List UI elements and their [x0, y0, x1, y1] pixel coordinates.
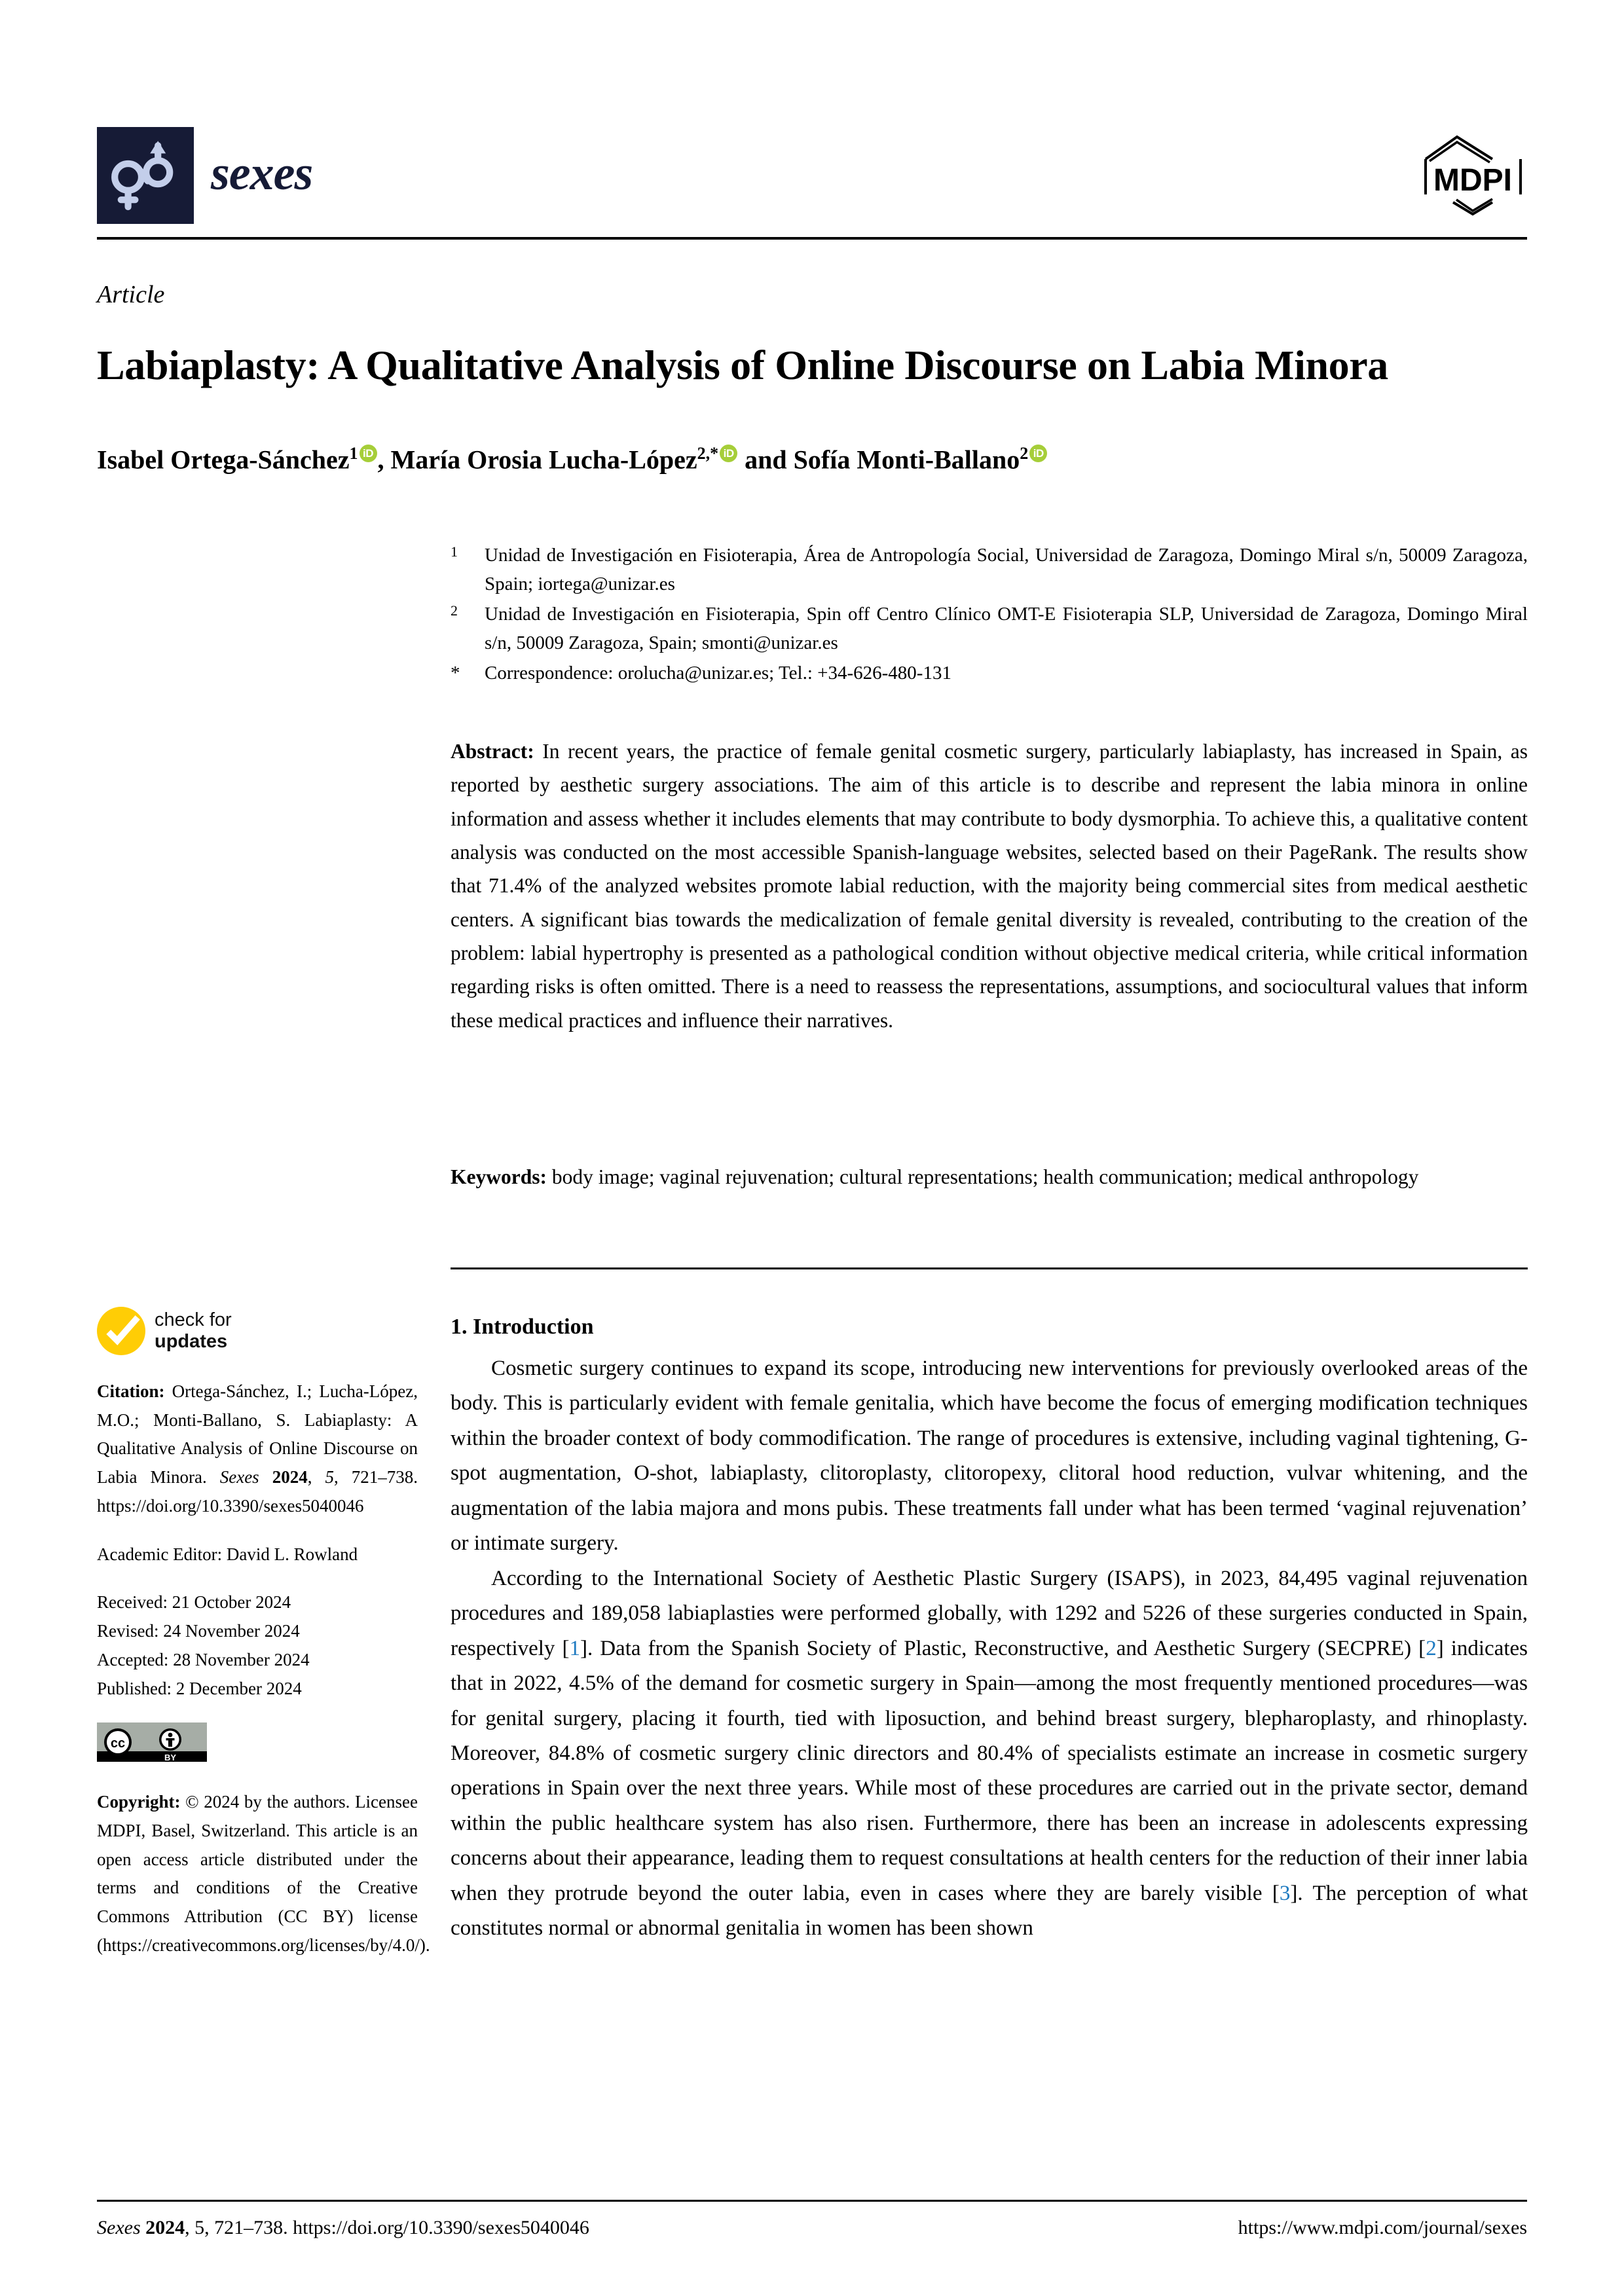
footer-divider [97, 2200, 1527, 2202]
affiliation-text: Unidad de Investigación en Fisioterapia, Spin off Centro Clínico OMT-E Fisioterapia SLP, Universidad de Zaragoza, Domingo Miral s/n, 50009 Zaragoza, Spain; smonti@unizar.es [485, 604, 1528, 654]
orcid-icon-1[interactable] [360, 445, 377, 462]
copyright-label: Copyright: [97, 1792, 181, 1812]
affiliations-block [451, 541, 1528, 689]
footer-rest: , 5, 721–738. https://doi.org/10.3390/sexes5040046 [185, 2217, 589, 2238]
page-footer [97, 2217, 1527, 2239]
orcid-icon-3[interactable] [1029, 445, 1047, 462]
author-conjunction [738, 445, 745, 474]
check-for-updates-badge[interactable] [97, 1307, 418, 1355]
citation-link-1[interactable]: 1 [569, 1636, 580, 1660]
affiliation-marker-text: * [451, 663, 460, 684]
arrow-head-icon [150, 141, 166, 153]
paragraph-2-part-c: ] indicates that in 2022, 4.5% of the demand for cosmetic surgery in Spain—among the most frequently mentioned procedures—was for genital surgery, placing it fourth, tied with liposuction, and behind breast surgery, blepharoplasty, and rhinoplasty. Moreover, 84.8% of cosmetic surgery clinic directors and 80.4% of specialists estimate an increase in cosmetic surgery operations in Spain over the next three years. While most of these procedures are carried out in the private sector, demand within the public healthcare system has also risen. Furthermore, there has been an increase in adolescents expressing concerns about their appearance, leading them to request consultations at health centers for the reduction of their inner labia when they protrude beyond the outer labia, even in cases where they are barely visible [ [451, 1636, 1528, 1905]
check-updates-line1: check for [155, 1309, 232, 1330]
author-name-2: María Orosia Lucha-López [390, 445, 697, 475]
citation-block [97, 1377, 418, 1521]
publication-dates [97, 1588, 418, 1703]
footer-url[interactable]: https://www.mdpi.com/journal/sexes [1238, 2217, 1527, 2238]
author-sup-3: 2 [1020, 444, 1029, 463]
paragraph-2-part-a: According to the International Society of Aesthetic Plastic Surgery (ISAPS), in 2023, 84,495 vaginal rejuvenation procedures and 189,058 labiaplasties were performed globally, with 1292 and 5226 of these surgeries conducted in Spain, respectively [ [451, 1566, 1528, 1660]
date-received: Received: 21 October 2024 [97, 1592, 291, 1613]
copyright-block [97, 1788, 430, 1959]
masthead [97, 130, 1527, 221]
keywords-block [451, 1160, 1528, 1194]
author-list [97, 443, 1527, 477]
affiliation-marker [451, 600, 485, 657]
paragraph-2 [451, 1561, 1528, 1946]
creative-commons-by-icon[interactable] [97, 1722, 207, 1762]
author-and: and [745, 445, 787, 475]
citation-doi[interactable]: https://doi.org/10.3390/sexes5040046 [97, 1495, 364, 1516]
sidebar [97, 1307, 430, 1959]
citation-year: 2024 [272, 1467, 308, 1487]
footer-year: 2024 [145, 2217, 185, 2238]
affiliation-marker-text: 2 [451, 602, 458, 619]
check-updates-line2: updates [155, 1331, 228, 1352]
check-updates-label [155, 1309, 232, 1353]
correspondence-text: Correspondence: orolucha@unizar.es; Tel.: +34-626-480-131 [485, 663, 951, 684]
author-name-1: Isabel Ortega-Sánchez [97, 445, 350, 475]
citation-authors: Ortega-Sánchez, I.; Lucha-López, M.O.; Monti-Ballano, S. Labiaplasty: A Qualitative Analysis of Online Discourse on Labia Minora. [97, 1381, 418, 1487]
author-space [787, 445, 794, 474]
abstract-label: Abstract: [451, 740, 534, 763]
abstract-block [451, 735, 1528, 1037]
citation-pages: 721–738. [351, 1467, 418, 1487]
affiliation-text: Unidad de Investigación en Fisioterapia, Área de Antropología Social, Universidad de Zaragoza, Domingo Miral s/n, 50009 Zaragoza, Spain; iortega@unizar.es [485, 545, 1528, 595]
affiliation-row [451, 659, 1528, 687]
footer-left [97, 2217, 589, 2239]
date-published: Published: 2 December 2024 [97, 1678, 302, 1698]
academic-editor: Academic Editor: David L. Rowland [97, 1544, 358, 1564]
paragraph-1: Cosmetic surgery continues to expand its scope, introducing new interventions for previously overlooked areas of the body. This is particularly evident with female genitalia, which have become the focus of emerging modification techniques within the broader context of body commodification. The range of procedures is extensive, including vaginal tightening, G-spot augmentation, O-shot, labiaplasty, clitoroplasty, clitoropexy, clitoral hood reduction, vulvar whitening, and the augmentation of the labia majora and mons pubis. These treatments fall under what has been termed ‘vaginal rejuvenation’ or intimate surgery. [451, 1357, 1528, 1556]
citation-comma: , [307, 1467, 325, 1487]
date-revised: Revised: 24 November 2024 [97, 1621, 300, 1641]
page-title: Labiaplasty: A Qualitative Analysis of Online Discourse on Labia Minora [97, 341, 1388, 388]
keywords-text: body image; vaginal rejuvenation; cultural representations; health communication; medical anthropology [551, 1165, 1419, 1188]
affiliation-marker-text: 1 [451, 543, 458, 560]
paragraph-2-part-b: ]. Data from the Spanish Society of Plastic, Reconstructive, and Aesthetic Surgery (SECPRE) [ [580, 1636, 1426, 1660]
intersex-infinity-icon [106, 136, 185, 215]
mdpi-logo [1419, 132, 1527, 220]
journal-logo [97, 127, 194, 224]
paragraph-2-part-d: ]. The perception of what constitutes normal or abnormal genitalia in women has been shown [451, 1881, 1528, 1941]
author-name-3: Sofía Monti-Ballano [793, 445, 1020, 475]
svg-text:MDPI: MDPI [1433, 162, 1512, 198]
footer-journal: Sexes [97, 2217, 141, 2238]
svg-text:cc: cc [110, 1736, 126, 1751]
main-column [451, 1315, 1528, 1946]
copyright-text: © 2024 by the authors. Licensee MDPI, Basel, Switzerland. This article is an open access article distributed under the terms and conditions of the Creative Commons Attribution (CC BY) license (https://creativecommons.org/licenses/by/4.0/). [97, 1792, 430, 1955]
journal-title: sexes [211, 147, 313, 200]
affiliation-row [451, 541, 1528, 598]
check-circle-icon [97, 1307, 145, 1355]
author-separator-1: , [377, 445, 391, 475]
affiliation-row [451, 600, 1528, 657]
section-heading-introduction: 1. Introduction [451, 1315, 594, 1339]
affiliation-marker [451, 541, 485, 598]
abstract-divider [451, 1267, 1528, 1269]
citation-link-2[interactable]: 2 [1426, 1636, 1437, 1660]
affiliation-marker [451, 659, 485, 687]
citation-comma-2: , [333, 1467, 352, 1487]
orcid-icon-2[interactable] [720, 445, 737, 462]
mdpi-logo-icon [1419, 132, 1527, 217]
svg-text:BY: BY [164, 1753, 177, 1762]
citation-link-3[interactable]: 3 [1279, 1881, 1291, 1905]
keywords-label: Keywords: [451, 1165, 547, 1188]
date-accepted: Accepted: 28 November 2024 [97, 1649, 310, 1669]
journal-brand [97, 127, 312, 224]
citation-label: Citation: [97, 1381, 165, 1401]
author-sup-2: 2,* [697, 444, 719, 463]
citation-volume: 5 [325, 1467, 334, 1487]
header-divider [97, 237, 1527, 240]
author-sup-1: 1 [349, 444, 358, 463]
article-type-label: Article [97, 281, 165, 308]
abstract-text: In recent years, the practice of female genital cosmetic surgery, particularly labiaplasty, has increased in Spain, as reported by aesthetic surgery associations. The aim of this article is to describe and represent the labia minora in online information and assess whether it includes elements that may contribute to body dysmorphia. To achieve this, a qualitative content analysis was conducted on the most accessible Spanish-language websites, selected based on their PageRank. The results show that 71.4% of the analyzed websites promote labial reduction, with the majority being commercial sites from medical aesthetic centers. A significant bias towards the medicalization of female genital diversity is revealed, contributing to the creation of the problem: labial hypertrophy is presented as a pathological condition without objective medical criteria, while critical information regarding risks is often omitted. There is a need to reassess the representations, assumptions, and sociocultural values that inform these medical practices and influence their narratives. [451, 740, 1528, 1032]
citation-journal: Sexes [219, 1467, 259, 1487]
